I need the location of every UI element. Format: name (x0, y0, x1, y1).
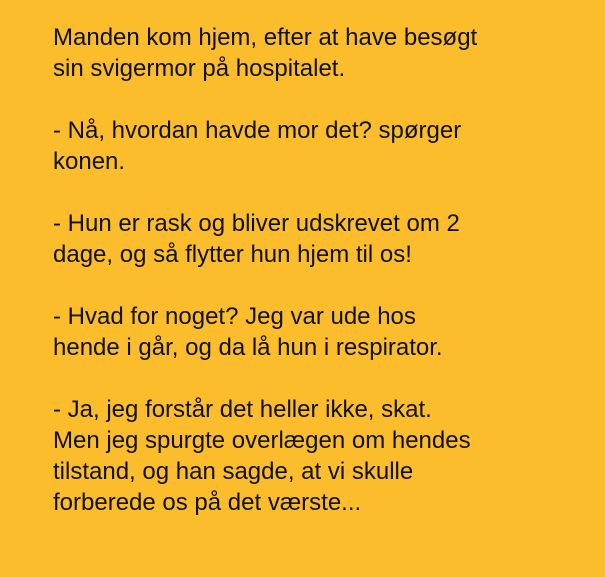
joke-line: Manden kom hjem, efter at have besøgt (53, 24, 478, 51)
joke-line: - Nå, hvordan havde mor det? spørger (53, 117, 462, 144)
joke-paragraph-3 (53, 208, 585, 270)
joke-line: - Hun er rask og bliver udskrevet om 2 (53, 210, 460, 237)
joke-line: dage, og så flytter hun hjem til os! (53, 241, 412, 268)
joke-line: konen. (53, 148, 126, 175)
joke-line: forberede os på det værste... (53, 489, 362, 516)
joke-paragraph-1 (53, 22, 585, 84)
joke-line: hende i går, og da lå hun i respirator. (53, 334, 443, 361)
joke-text (53, 22, 585, 518)
joke-paragraph-5 (53, 394, 585, 518)
joke-line: sin svigermor på hospitalet. (53, 55, 346, 82)
joke-line: - Ja, jeg forstår det heller ikke, skat. (53, 396, 432, 423)
joke-paragraph-4 (53, 301, 585, 363)
joke-line: Men jeg spurgte overlægen om hendes (53, 427, 471, 454)
joke-line: tilstand, og han sagde, at vi skulle (53, 458, 414, 485)
joke-line: - Hvad for noget? Jeg var ude hos (53, 303, 416, 330)
joke-paragraph-2 (53, 115, 585, 177)
